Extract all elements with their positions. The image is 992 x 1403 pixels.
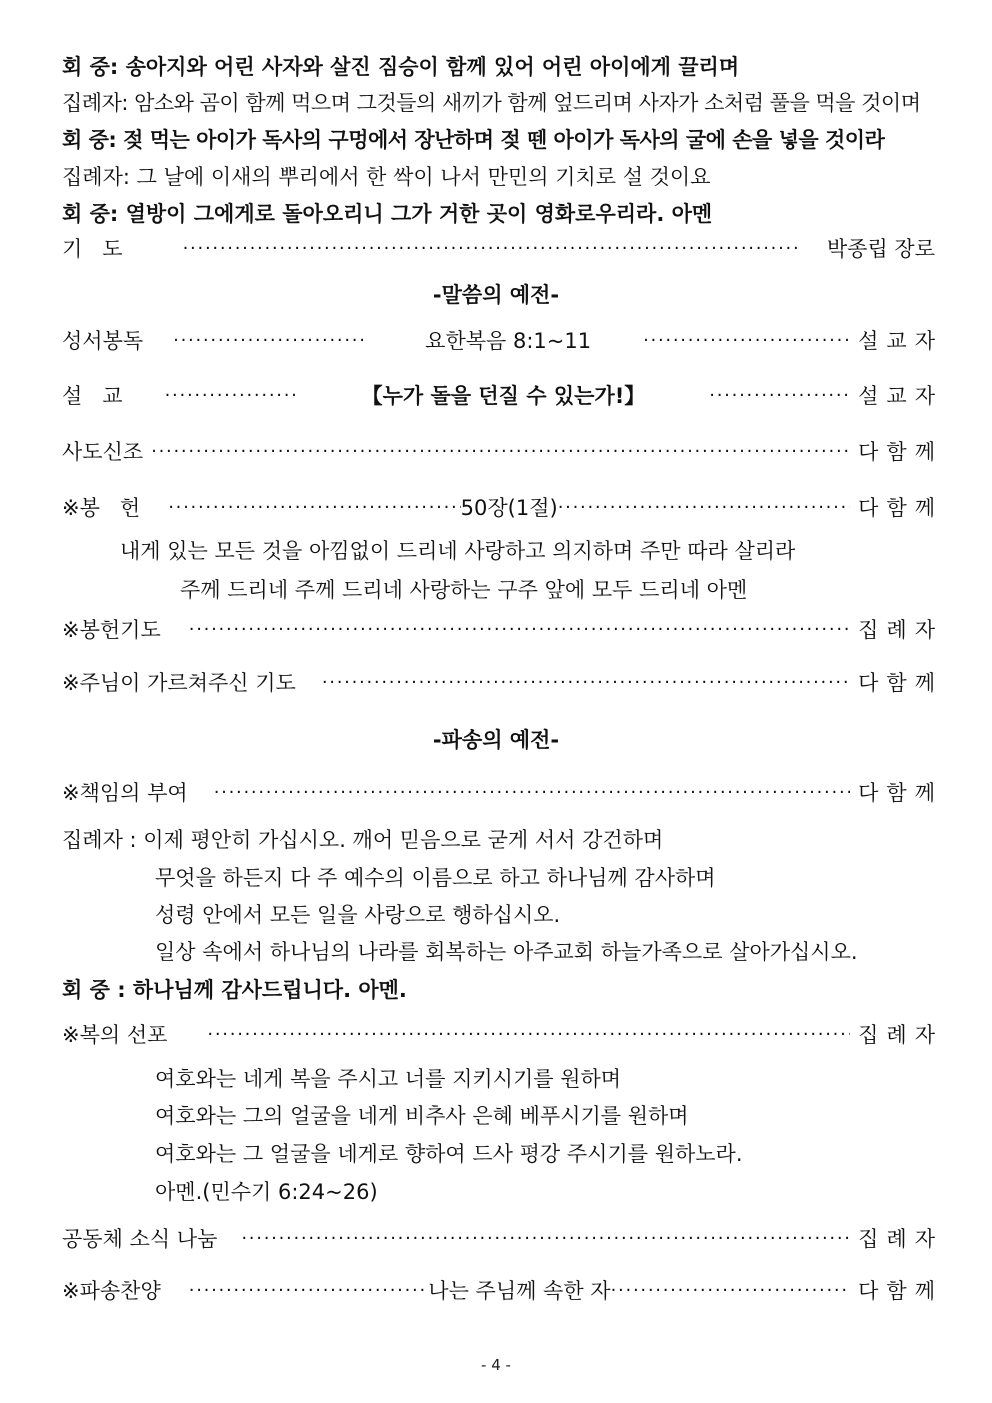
- sermon-row: [62, 381, 943, 411]
- prayer-row: [62, 234, 935, 264]
- lords-prayer-row: [62, 668, 943, 698]
- sermon-label: 설 교: [62, 384, 123, 408]
- benediction-line: 여호와는 네게 복을 주시고 너를 지키시기를 원하며: [155, 1067, 622, 1091]
- leader-dots: [189, 1276, 429, 1306]
- commission-line: 성령 안에서 모든 일을 사랑으로 행하십시오.: [155, 903, 561, 927]
- commission-line: 일상 속에서 하나님의 나라를 회복하는 아주교회 하늘가족으로 살아가십시오.: [155, 940, 858, 964]
- offering-lyric: 내게 있는 모든 것을 아낌없이 드리네 사랑하고 의지하며 주만 따라 살리라: [120, 539, 796, 563]
- commission-leader-line: 집례자 : 이제 평안히 가십시오. 깨어 믿음으로 굳게 서서 강건하며: [62, 828, 664, 852]
- leader-dots: [173, 326, 363, 356]
- creed-leader: 다함께: [858, 440, 943, 464]
- offering-prayer-label: ※봉헌기도: [62, 618, 161, 642]
- sending-hymn-row: [62, 1276, 943, 1306]
- section-heading-sending: -파송의 예전-: [432, 728, 560, 752]
- announcements-leader: 집례자: [858, 1227, 943, 1251]
- page-number: - 4 -: [481, 1356, 511, 1374]
- benediction-leader: 집례자: [858, 1023, 943, 1047]
- sending-hymn-text: 나는 주님께 속한 자: [428, 1279, 611, 1303]
- announcements-row: [62, 1224, 943, 1254]
- benediction-line: 여호와는 그 얼굴을 네게로 향하여 드사 평강 주시기를 원하노라.: [155, 1142, 743, 1166]
- sending-hymn-label: ※파송찬양: [62, 1279, 161, 1303]
- sermon-leader: 설교자: [858, 384, 943, 408]
- lords-prayer-label: ※주님이 가르쳐주신 기도: [62, 671, 296, 695]
- leader-dots: [165, 381, 300, 411]
- liturgy-line: 집례자: 암소와 곰이 함께 먹으며 그것들의 새끼가 함께 엎드리며 사자가 소처럼 풀을 먹을 것이며: [62, 91, 921, 115]
- creed-row: [62, 437, 943, 467]
- offering-lyric: 주께 드리네 주께 드리네 사랑하는 구주 앞에 모두 드리네 아멘: [180, 578, 748, 602]
- leader-dots: [643, 326, 850, 356]
- announcements-label: 공동체 소식 나눔: [62, 1227, 218, 1251]
- prayer-leader: 박종립 장로: [826, 237, 935, 261]
- offering-row: [62, 493, 944, 523]
- leader-dots: [168, 493, 460, 523]
- scripture-row: [62, 326, 943, 356]
- creed-label: 사도신조: [62, 440, 144, 464]
- leader-dots: [709, 381, 850, 411]
- sermon-title: 【누가 돌을 던질 수 있는가!】: [361, 384, 646, 408]
- leader-dots: [611, 1276, 851, 1306]
- leader-dots: [189, 615, 850, 645]
- benediction-row: [62, 1020, 943, 1050]
- liturgy-line: 회 중: 열방이 그에게로 돌아오리니 그가 거한 곳이 영화로우리라. 아멘: [62, 202, 713, 226]
- offering-prayer-leader: 집례자: [858, 618, 943, 642]
- congregation-response: 회 중 : 하나님께 감사드립니다. 아멘.: [62, 978, 407, 1002]
- benediction-label: ※복의 선포: [62, 1023, 168, 1047]
- benediction-line: 여호와는 그의 얼굴을 네게 비추사 은혜 베푸시기를 원하며: [155, 1104, 689, 1128]
- offering-hymn: 50장(1절): [460, 496, 558, 520]
- offering-label: ※봉 헌: [62, 496, 141, 520]
- scripture-leader: 설교자: [858, 329, 943, 353]
- liturgy-line: 회 중: 송아지와 어린 사자와 살진 짐승이 함께 있어 어린 아이에게 끌리며: [62, 55, 740, 79]
- commission-line: 무엇을 하든지 다 주 예수의 이름으로 하고 하나님께 감사하며: [155, 866, 716, 890]
- section-heading-word: -말씀의 예전-: [432, 283, 560, 307]
- offering-prayer-row: [62, 615, 943, 645]
- leader-dots: [207, 1020, 850, 1050]
- lords-prayer-leader: 다함께: [858, 671, 943, 695]
- commission-label: ※책임의 부여: [62, 781, 188, 805]
- leader-dots: [151, 437, 850, 467]
- liturgy-line: 집례자: 그 날에 이새의 뿌리에서 한 싹이 나서 만민의 기치로 설 것이요: [62, 165, 711, 189]
- prayer-label: 기 도: [62, 237, 123, 261]
- liturgy-line: 회 중: 젖 먹는 아이가 독사의 구멍에서 장난하며 젖 뗀 아이가 독사의 굴에 손을 넣을 것이라: [62, 128, 885, 152]
- benediction-line: 아멘.(민수기 6:24~26): [155, 1180, 378, 1204]
- sending-hymn-leader: 다함께: [858, 1279, 943, 1303]
- leader-dots: [558, 493, 850, 523]
- commission-leader: 다함께: [858, 781, 943, 805]
- scripture-label: 성서봉독: [62, 329, 144, 353]
- leader-dots: [241, 1224, 850, 1254]
- leader-dots: [322, 668, 850, 698]
- scripture-text: 요한복음 8:1~11: [425, 329, 592, 353]
- leader-dots: [214, 778, 850, 808]
- offering-leader: 다함께: [858, 496, 944, 520]
- commission-row: [62, 778, 943, 808]
- leader-dots: [183, 234, 799, 264]
